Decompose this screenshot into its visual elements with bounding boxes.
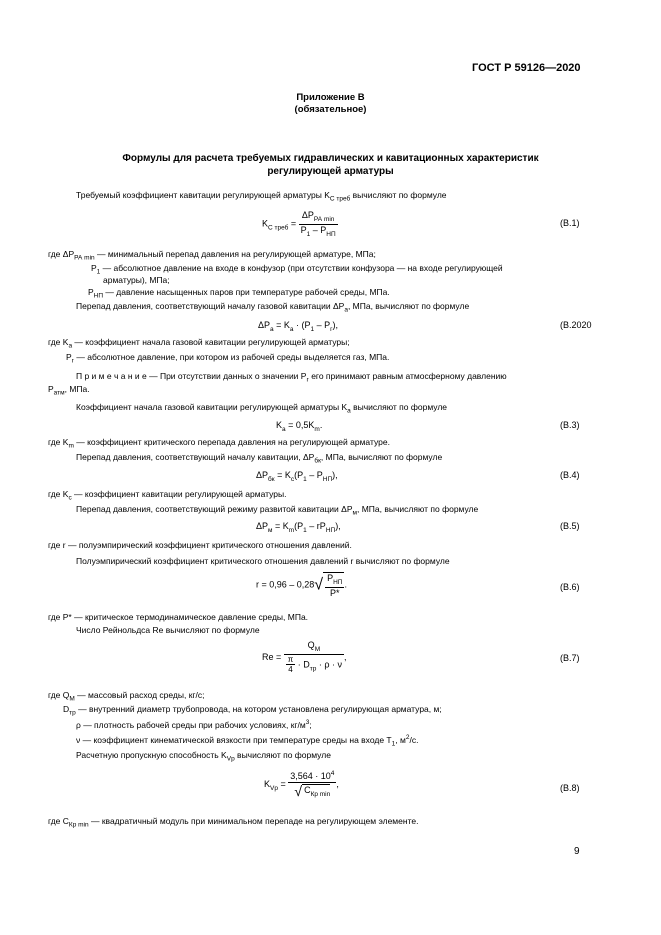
definition-nu: ν — коэффициент кинематической вязкости при температуре среды на входе $T_1$, $м^2/с$. (76, 734, 419, 748)
definition-dtr: $D_{тр}$ — внутренний диаметр трубопровода, на котором установлена регулирующая арматура, м; (63, 704, 442, 717)
equation-number-b3: (В.3) (560, 420, 580, 430)
equation-number-b5: (В.5) (560, 521, 580, 531)
equation-number-b2: (В.2020 (560, 320, 592, 330)
standard-code: ГОСТ Р 59126—2020 (472, 62, 581, 74)
paragraph-7: Число Рейнольдса Re вычисляют по формуле (76, 625, 260, 635)
paragraph-2: Перепад давления, соответствующий началу газовой кавитации $\Delta P_а$, МПа, вычисляют по формуле (76, 301, 470, 314)
definition-ckp: где $C_{Кр min}$ — квадратичный модуль при минимальном перепаде на регулирующем элементе. (48, 816, 419, 829)
equation-number-b6: (В.6) (560, 582, 580, 592)
definition-qm: где $Q_М$ — массовый расход среды, кг/с; (48, 690, 205, 703)
note-cont: $P_{атм}$, МПа. (48, 384, 90, 397)
formula-b7: Re = $Q_М$ $\frac{\pi}{4}$ · $D_{тр} \cdot \rho \cdot \nu$ , (262, 640, 347, 675)
equation-number-b7: (В.7) (560, 653, 580, 663)
formula-b4: $\Delta P_{бк} = K_с(P_1 - P_{НП})$, (256, 470, 338, 483)
paragraph-1: Требуемый коэффициент кавитации регулирующей арматуры $K_{С треб}$ вычисляют по формуле (76, 190, 447, 203)
definition-pnp: $P_{НП}$ — давление насыщенных паров при температуре рабочей среды, МПа. (88, 287, 390, 300)
formula-b2: $\Delta P_а = K_а \cdot (P_1 - P_г)$, (258, 320, 339, 333)
definition-rho: ρ — плотность рабочей среды при рабочих условиях, $кг/м^3$; (76, 719, 312, 730)
paragraph-8: Расчетную пропускную способность $K_{Vр}$ вычисляют по формуле (76, 750, 331, 763)
paragraph-5: Перепад давления, соответствующий режиму развитой кавитации $\Delta P_м$, МПа, вычисляют по формуле (76, 504, 479, 517)
definition-p-star: где P* — критическое термодинамическое давление среды, МПа. (48, 612, 309, 622)
definition-km: где $K_m$ — коэффициент критического перепада давления на регулирующей арматуре. (48, 437, 390, 450)
definition-dp-min: где $\Delta P_{РА min}$ — минимальный перепад давления на регулирующей арматуре, МПа; (48, 249, 376, 262)
paragraph-6: Полуэмпирический коэффициент критического отношения давлений r вычисляют по формуле (76, 556, 450, 566)
section-title-line-2: регулирующей арматуры (267, 166, 394, 177)
equation-number-b1: (В.1) (560, 218, 580, 228)
appendix-subtitle: (обязательное) (294, 104, 367, 115)
definition-p1-cont: арматуры), МПа; (103, 275, 170, 285)
definition-kc: где $K_с$ — коэффициент кавитации регулирующей арматуры. (48, 489, 287, 502)
equation-number-b4: (В.4) (560, 470, 580, 480)
formula-b1: $K_{С треб}$ = $\frac{\Delta P_{РА min}}{P_1 - P_{НП}}$ (262, 210, 336, 238)
formula-b3: $K_а = 0,5K_m$. (276, 420, 323, 433)
formula-b5: $\Delta P_м = K_m(P_1 - rP_{НП})$, (256, 521, 341, 534)
paragraph-4: Перепад давления, соответствующий началу кавитации, $\Delta P_{бк}$, МПа, вычисляют по формуле (76, 452, 443, 465)
formula-b6: r = 0,96 – 0,28√ $\frac{P_{НП}}{P*}$ . (256, 573, 347, 598)
appendix-title: Приложение В (296, 92, 365, 103)
page-number: 9 (574, 846, 580, 857)
definition-ka: где $K_а$ — коэффициент начала газовой кавитации регулирующей арматуры; (48, 337, 350, 350)
section-title-line-1: Формулы для расчета требуемых гидравлических и кавитационных характеристик (122, 153, 539, 164)
paragraph-3: Коэффициент начала газовой кавитации регулирующей арматуры $K_а$ вычисляют по формуле (76, 402, 448, 415)
equation-number-b8: (В.8) (560, 783, 580, 793)
note: П р и м е ч а н и е — При отсутствии данных о значении $P_г$ его принимают равным атмосферному давлению (76, 371, 507, 384)
definition-pg: $P_г$ — абсолютное давление, при котором из рабочей среды выделяется газ, МПа. (66, 352, 390, 365)
definition-r: где r — полуэмпирический коэффициент критического отношения давлений. (48, 540, 352, 550)
definition-p1: $P_1$ — абсолютное давление на входе в конфузор (при отсутствии конфузора — на входе регулирующей (91, 263, 503, 276)
formula-b8: $K_{Vр}$ = $\frac{3,564 \cdot 10^4}{√ C_{Кр min}}$ , (264, 770, 339, 799)
